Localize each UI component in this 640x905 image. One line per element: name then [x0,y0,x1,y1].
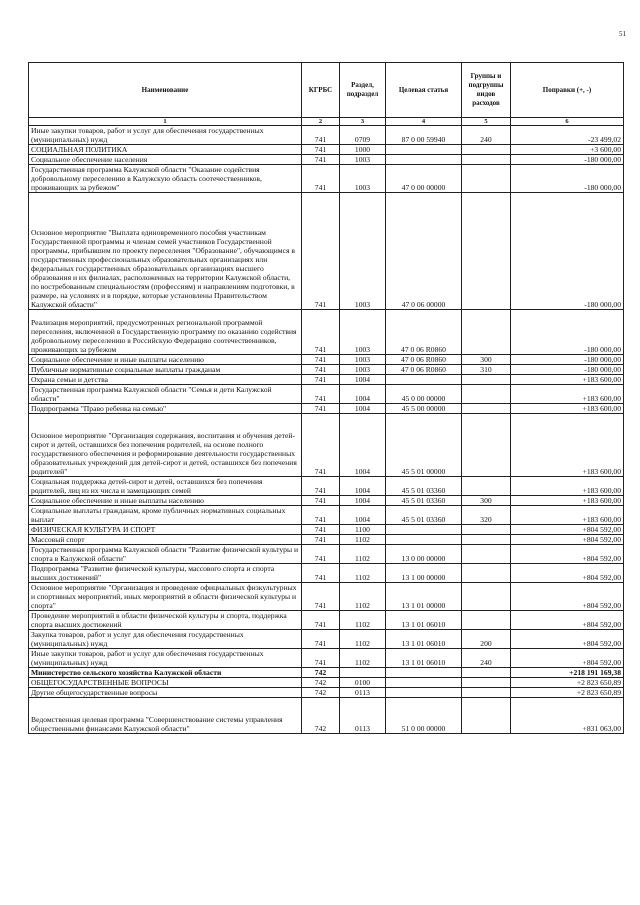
row-amendment-amount-cell: +183 600,00 [511,496,624,506]
row-name-cell: ФИЗИЧЕСКАЯ КУЛЬТУРА И СПОРТ [29,525,302,535]
row-amendment-amount-cell: +183 600,00 [511,385,624,404]
row-expense-group-cell [462,525,511,535]
row-expense-group-cell: 300 [462,496,511,506]
row-kgrbs-cell: 741 [302,414,340,477]
row-expense-group-cell [462,385,511,404]
row-expense-group-cell [462,611,511,630]
row-amendment-amount-cell: +183 600,00 [511,477,624,496]
row-section-cell: 1004 [340,477,386,496]
row-target-article-cell: 47 0 06 R0860 [386,355,462,365]
row-name-cell: Государственная программа Калужской области "Оказание содействия добровольному переселению в Калужскую область соотечественников, проживающих за рубежом" [29,165,302,193]
row-amendment-amount-cell: +804 592,00 [511,535,624,545]
budget-amendments-table [28,62,624,734]
row-name-cell: Социальное обеспечение населения [29,155,302,165]
row-section-cell: 1004 [340,414,386,477]
row-amendment-amount-cell: +804 592,00 [511,649,624,668]
row-kgrbs-cell: 741 [302,649,340,668]
row-section-cell: 1102 [340,611,386,630]
row-section-cell: 1102 [340,649,386,668]
row-expense-group-cell: 240 [462,649,511,668]
row-target-article-cell: 45 5 01 03360 [386,477,462,496]
row-name-cell: Государственная программа Калужской области "Развитие физической культуры и спорта в Калужской области" [29,545,302,564]
row-expense-group-cell: 240 [462,126,511,145]
row-kgrbs-cell: 742 [302,698,340,734]
row-kgrbs-cell: 741 [302,630,340,649]
row-section-cell: 1003 [340,310,386,355]
row-amendment-amount-cell: +183 600,00 [511,506,624,525]
table-row [29,365,624,375]
row-target-article-cell: 51 0 00 00000 [386,698,462,734]
row-name-cell: Проведение мероприятий в области физической культуры и спорта, поддержка спорта высших достижений [29,611,302,630]
row-kgrbs-cell: 741 [302,193,340,310]
table-row [29,611,624,630]
row-name-cell: Иные закупки товаров, работ и услуг для обеспечения государственных (муниципальных) нужд [29,649,302,668]
row-amendment-amount-cell: +804 592,00 [511,611,624,630]
col-header-amendments: Поправки (+, -) [511,63,624,118]
row-expense-group-cell: 320 [462,506,511,525]
row-section-cell: 1102 [340,583,386,611]
row-amendment-amount-cell: +804 592,00 [511,564,624,583]
row-expense-group-cell: 200 [462,630,511,649]
row-expense-group-cell [462,477,511,496]
row-kgrbs-cell: 741 [302,477,340,496]
row-name-cell: Подпрограмма "Право ребенка на семью" [29,404,302,414]
row-section-cell: 1003 [340,193,386,310]
row-name-cell: Реализация мероприятий, предусмотренных региональной программой переселения, включенной в Государственную программу по оказанию содействия добровольному переселению в Российскую Федерацию соотечественников, проживающих за рубежом [29,310,302,355]
row-section-cell [340,668,386,678]
row-kgrbs-cell: 741 [302,310,340,355]
table-row [29,583,624,611]
row-section-cell: 1003 [340,365,386,375]
row-name-cell: Министерство сельского хозяйства Калужской области [29,668,302,678]
table-row [29,535,624,545]
row-section-cell: 1102 [340,545,386,564]
row-kgrbs-cell: 741 [302,145,340,155]
row-name-cell: ОБЩЕГОСУДАРСТВЕННЫЕ ВОПРОСЫ [29,678,302,688]
row-target-article-cell [386,155,462,165]
row-amendment-amount-cell: +804 592,00 [511,583,624,611]
table-row [29,525,624,535]
row-target-article-cell [386,668,462,678]
row-amendment-amount-cell: -180 000,00 [511,165,624,193]
table-row [29,310,624,355]
table-row [29,545,624,564]
table-header-row [29,63,624,118]
table-row [29,649,624,668]
row-name-cell: Иные закупки товаров, работ и услуг для обеспечения государственных (муниципальных) нужд [29,126,302,145]
row-target-article-cell: 13 1 01 06010 [386,611,462,630]
row-name-cell: Закупка товаров, работ и услуг для обеспечения государственных (муниципальных) нужд [29,630,302,649]
row-amendment-amount-cell: +804 592,00 [511,525,624,535]
row-section-cell: 0709 [340,126,386,145]
row-section-cell: 1003 [340,355,386,365]
table-row [29,506,624,525]
row-expense-group-cell [462,404,511,414]
row-kgrbs-cell: 741 [302,564,340,583]
row-kgrbs-cell: 741 [302,583,340,611]
table-row [29,155,624,165]
row-amendment-amount-cell: -180 000,00 [511,355,624,365]
row-expense-group-cell [462,545,511,564]
table-row [29,375,624,385]
table-row [29,678,624,688]
row-kgrbs-cell: 741 [302,525,340,535]
row-target-article-cell: 45 5 00 00000 [386,404,462,414]
col-number: 4 [386,118,462,126]
row-kgrbs-cell: 741 [302,506,340,525]
row-target-article-cell [386,525,462,535]
col-header-kgrbs: КГРБС [302,63,340,118]
col-header-name: Наименование [29,63,302,118]
row-section-cell: 1004 [340,385,386,404]
row-section-cell: 1003 [340,155,386,165]
row-amendment-amount-cell: +183 600,00 [511,404,624,414]
row-section-cell: 1004 [340,404,386,414]
row-section-cell: 1102 [340,535,386,545]
row-kgrbs-cell: 741 [302,404,340,414]
row-target-article-cell [386,688,462,698]
row-target-article-cell: 47 0 06 R0860 [386,310,462,355]
row-expense-group-cell [462,564,511,583]
row-name-cell: Охрана семьи и детства [29,375,302,385]
col-number: 1 [29,118,302,126]
row-name-cell: Социальные выплаты гражданам, кроме публичных нормативных социальных выплат [29,506,302,525]
row-expense-group-cell [462,193,511,310]
row-expense-group-cell [462,698,511,734]
row-name-cell: Социальное обеспечение и иные выплаты населению [29,496,302,506]
row-expense-group-cell [462,678,511,688]
row-amendment-amount-cell: +3 600,00 [511,145,624,155]
row-expense-group-cell [462,583,511,611]
row-name-cell: Основное мероприятие "Организация и проведение официальных физкультурных и спортивных мероприятий, иных мероприятий в области физической культуры и спорта" [29,583,302,611]
row-name-cell: Подпрограмма "Развитие физической культуры, массового спорта и спорта высших достижений" [29,564,302,583]
row-kgrbs-cell: 742 [302,668,340,678]
col-header-expense-group: Группы и подгруппы видов расходов [462,63,511,118]
row-expense-group-cell [462,414,511,477]
row-name-cell: Другие общегосударственные вопросы [29,688,302,698]
table-row [29,126,624,145]
row-expense-group-cell [462,310,511,355]
row-target-article-cell: 13 1 01 00000 [386,583,462,611]
row-kgrbs-cell: 741 [302,355,340,365]
row-kgrbs-cell: 741 [302,545,340,564]
row-amendment-amount-cell: -180 000,00 [511,365,624,375]
row-target-article-cell: 47 0 06 00000 [386,193,462,310]
row-expense-group-cell: 300 [462,355,511,365]
table-row [29,385,624,404]
row-name-cell: Ведомственная целевая программа "Совершенствование системы управления общественными финансами Калужской области" [29,698,302,734]
row-kgrbs-cell: 741 [302,611,340,630]
page-number: 51 [619,30,626,38]
row-kgrbs-cell: 742 [302,688,340,698]
row-section-cell: 1004 [340,496,386,506]
col-number: 6 [511,118,624,126]
row-amendment-amount-cell: +183 600,00 [511,375,624,385]
row-kgrbs-cell: 741 [302,126,340,145]
row-amendment-amount-cell: +804 592,00 [511,630,624,649]
table-row [29,414,624,477]
row-kgrbs-cell: 741 [302,375,340,385]
row-section-cell: 1100 [340,525,386,535]
row-target-article-cell [386,678,462,688]
row-target-article-cell: 87 0 00 59940 [386,126,462,145]
table-row [29,193,624,310]
row-target-article-cell: 13 1 00 00000 [386,564,462,583]
row-name-cell: Основное мероприятие "Организация содержания, воспитания и обучения детей-сирот и детей, оставшихся без попечения родителей, на основе полного государственного обеспечения и реформирование деятельности государственных образовательных учреждений для детей-сирот и детей, оставшихся без попечения родителей" [29,414,302,477]
row-target-article-cell: 13 1 01 06010 [386,630,462,649]
row-section-cell: 0113 [340,698,386,734]
row-name-cell: СОЦИАЛЬНАЯ ПОЛИТИКА [29,145,302,155]
table-row [29,698,624,734]
row-name-cell: Государственная программа Калужской области "Семья и дети Калужской области" [29,385,302,404]
row-expense-group-cell [462,375,511,385]
row-section-cell: 1102 [340,564,386,583]
row-section-cell: 1003 [340,165,386,193]
table-body [29,126,624,734]
col-header-section: Раздел, подраздел [340,63,386,118]
row-section-cell: 1004 [340,375,386,385]
row-amendment-amount-cell: +2 823 650,89 [511,688,624,698]
row-section-cell: 1004 [340,506,386,525]
row-expense-group-cell [462,165,511,193]
table-row [29,630,624,649]
row-name-cell: Массовый спорт [29,535,302,545]
row-amendment-amount-cell: +218 191 169,38 [511,668,624,678]
table-row [29,145,624,155]
row-name-cell: Социальная поддержка детей-сирот и детей, оставшихся без попечения родителей, лиц из их числа и замещающих семей [29,477,302,496]
table-row [29,496,624,506]
row-target-article-cell: 47 0 06 R0860 [386,365,462,375]
row-target-article-cell: 13 0 00 00000 [386,545,462,564]
row-expense-group-cell [462,688,511,698]
table-row [29,668,624,678]
row-kgrbs-cell: 741 [302,155,340,165]
col-number: 5 [462,118,511,126]
row-target-article-cell: 47 0 00 00000 [386,165,462,193]
row-target-article-cell: 45 0 00 00000 [386,385,462,404]
row-target-article-cell: 13 1 01 06010 [386,649,462,668]
row-amendment-amount-cell: -180 000,00 [511,310,624,355]
col-number: 3 [340,118,386,126]
row-target-article-cell: 45 5 01 03360 [386,496,462,506]
row-section-cell: 0100 [340,678,386,688]
table-row [29,355,624,365]
table-row [29,564,624,583]
row-kgrbs-cell: 741 [302,165,340,193]
row-section-cell: 0113 [340,688,386,698]
row-amendment-amount-cell: +2 823 650,89 [511,678,624,688]
row-name-cell: Публичные нормативные социальные выплаты гражданам [29,365,302,375]
row-kgrbs-cell: 741 [302,535,340,545]
row-target-article-cell [386,375,462,385]
row-amendment-amount-cell: +831 063,00 [511,698,624,734]
row-name-cell: Основное мероприятие "Выплата единовременного пособия участникам Государственной программы и членам семей участников Государственной программы, прибывшим по проекту переселения "Образование", обучающимся в государственных профессиональных образовательных организациях или федеральных государственных образовательных организациях высшего образования и их филиалах, расположенных на территории Калужской области, по востребованным специальностям (профессиям) и направлениям подготовки, в размере, на условиях и в порядке, которые установлены Правительством Калужской области" [29,193,302,310]
table-row [29,688,624,698]
row-section-cell: 1102 [340,630,386,649]
row-target-article-cell: 45 5 01 03360 [386,506,462,525]
row-amendment-amount-cell: -180 000,00 [511,193,624,310]
row-amendment-amount-cell: -180 000,00 [511,155,624,165]
row-expense-group-cell [462,145,511,155]
row-expense-group-cell [462,535,511,545]
table-row [29,165,624,193]
row-kgrbs-cell: 741 [302,385,340,404]
row-expense-group-cell [462,668,511,678]
row-kgrbs-cell: 741 [302,496,340,506]
row-amendment-amount-cell: -23 499,02 [511,126,624,145]
row-target-article-cell [386,145,462,155]
row-target-article-cell: 45 5 01 00000 [386,414,462,477]
table-row [29,404,624,414]
col-header-target-article: Целевая статья [386,63,462,118]
row-kgrbs-cell: 742 [302,678,340,688]
row-expense-group-cell [462,155,511,165]
row-kgrbs-cell: 741 [302,365,340,375]
table-row [29,477,624,496]
row-section-cell: 1000 [340,145,386,155]
row-name-cell: Социальное обеспечение и иные выплаты населению [29,355,302,365]
column-number-row [29,118,624,126]
row-amendment-amount-cell: +183 600,00 [511,414,624,477]
row-target-article-cell [386,535,462,545]
row-amendment-amount-cell: +804 592,00 [511,545,624,564]
row-expense-group-cell: 310 [462,365,511,375]
col-number: 2 [302,118,340,126]
